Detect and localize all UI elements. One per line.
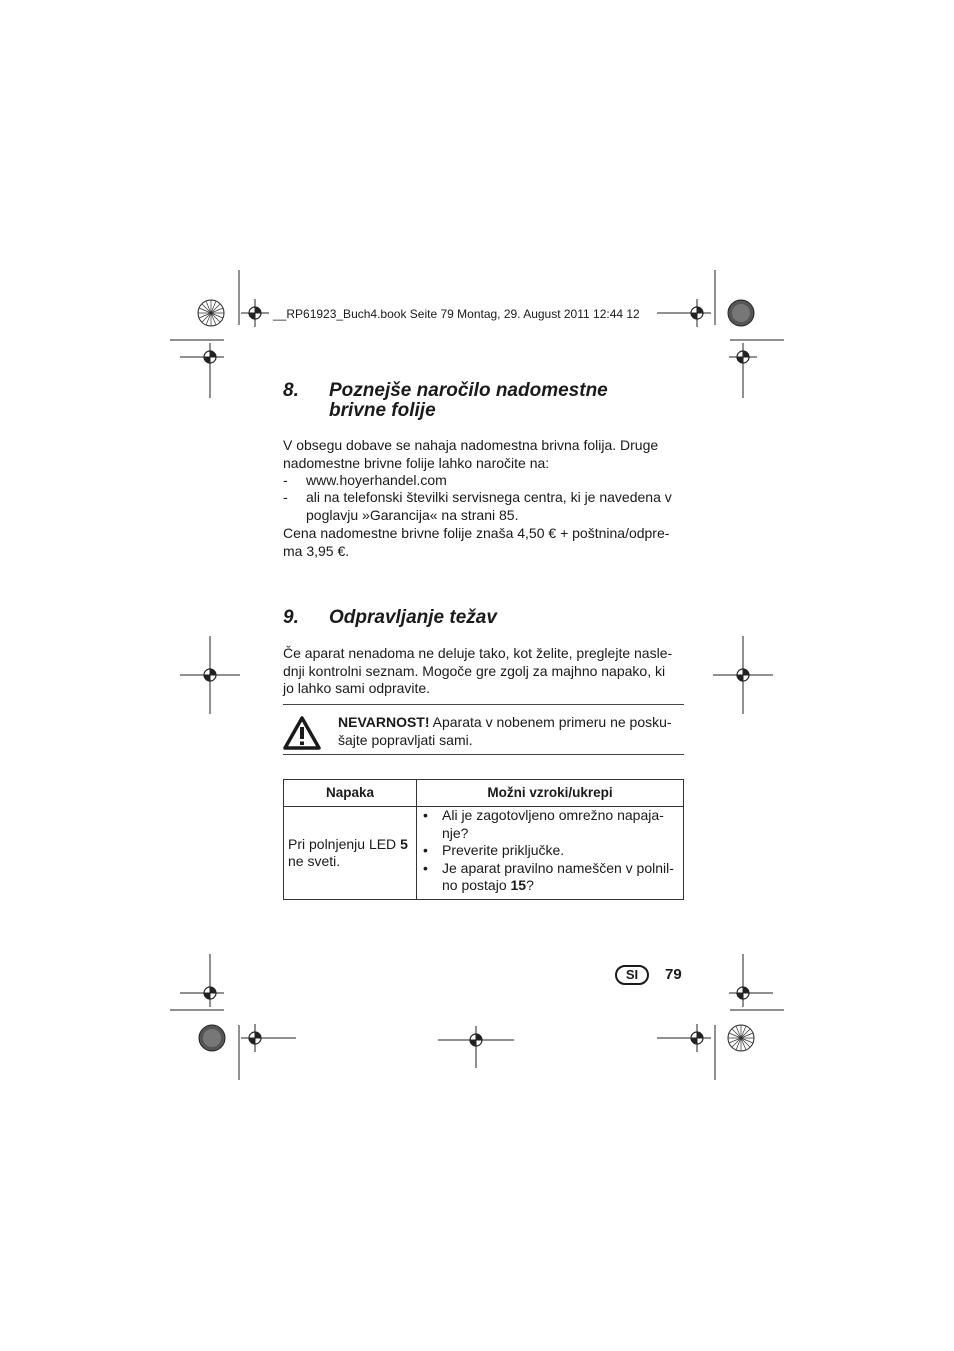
table-header-causes: Možni vzroki/ukrepi: [417, 780, 684, 807]
causes-cell: [417, 807, 684, 900]
section-8-title-line1: Poznejše naročilo nadomestne: [329, 380, 608, 401]
divider: [283, 754, 684, 755]
warning-box: [283, 712, 684, 752]
price-paragraph: [283, 525, 685, 560]
section-8-intro-line2: nadomestne brivne folije lahko naročite na:: [283, 454, 550, 471]
table-header-problem: Napaka: [284, 780, 417, 807]
section-8-heading: [283, 381, 713, 423]
list-item-text: ali na telefonski številki servisnega centra, ki je navedena v poglavju »Garancija« na strani 85.: [306, 489, 672, 523]
table-header-row: [284, 780, 684, 807]
list-item: • Preverite priključke.: [423, 842, 565, 858]
divider: [283, 704, 684, 705]
language-badge: SI: [615, 965, 649, 985]
list-item: • Ali je zagotovljeno omrežno napaja- nje?: [423, 807, 664, 841]
section-8-number: 8.: [283, 380, 299, 401]
warning-triangle-icon: [283, 716, 321, 750]
problem-cell: Pri polnjenju LED 5 ne sveti.: [284, 807, 417, 900]
warning-text: NEVARNOST! Aparata v nobenem primeru ne posku- šajte popravljati sami.: [338, 714, 672, 748]
section-9-intro: Če aparat nenadoma ne deluje tako, kot želite, preglejte nasle- dnji kontrolni seznam. Mogoče gre zgolj za majhno napako, ki jo lahko sami odpravite.: [283, 645, 673, 696]
print-header: __RP61923_Buch4.book Seite 79 Montag, 29. August 2011 12:44 12: [273, 307, 640, 321]
list-dash: -: [283, 489, 288, 505]
section-9-number: 9.: [283, 607, 299, 628]
list-item: [283, 489, 685, 525]
section-8-title-line2: brivne folije: [329, 400, 436, 421]
warning-label: NEVARNOST!: [338, 714, 430, 730]
price-line1: Cena nadomestne brivne folije znaša 4,50 € + poštnina/odpre-: [283, 525, 670, 541]
table-row: [284, 807, 684, 900]
section-8-intro: [283, 437, 685, 472]
section-8-title: [329, 381, 709, 421]
section-9-title: Odpravljanje težav: [329, 607, 497, 628]
page-number: 79: [665, 966, 682, 983]
troubleshooting-table: [283, 779, 684, 900]
price-line2: ma 3,95 €.: [283, 542, 350, 559]
list-item: • Je aparat pravilno nameščen v polnil- no postajo 15?: [423, 859, 674, 893]
section-8-intro-line1: V obsegu dobave se nahaja nadomestna brivna folija. Druge: [283, 437, 659, 453]
website-link[interactable]: www.hoyerhandel.com: [306, 472, 447, 488]
section-9-heading: [283, 608, 713, 630]
list-dash: -: [283, 472, 288, 488]
